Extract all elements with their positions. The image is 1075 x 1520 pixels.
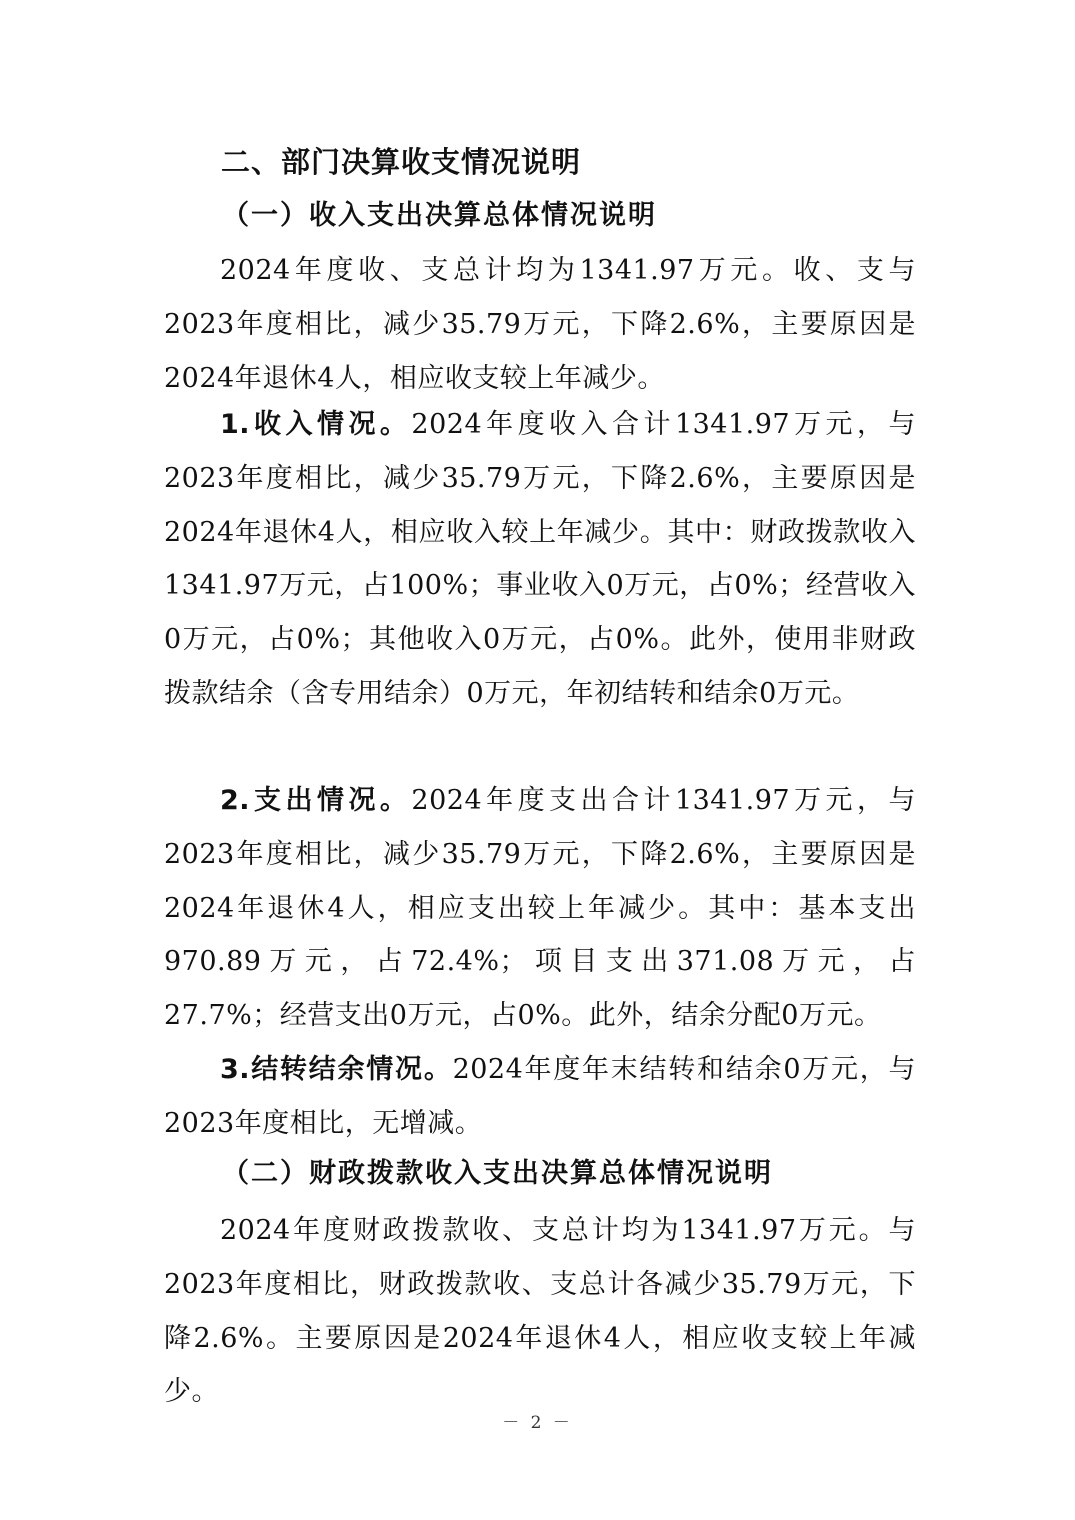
expense-text: 2024年度支出合计1341.97万元，与2023年度相比，减少35.79万元，下降2.6%，主要原因是2024年退休4人，相应支出较上年减少。其中：基本支出970.89万元，占72.4%；项目支出371.08万元，占27.7%；经营支出0万元，占0%。此外，结余分配0万元。 xyxy=(164,785,916,1032)
carryover-text: 2024年度年末结转和结余0万元，与2023年度相比，无增减。 xyxy=(164,1054,917,1139)
section-2-heading: （二）财政拨款收入支出决算总体情况说明 xyxy=(222,1158,773,1189)
carryover-lead: 3.结转结余情况。 xyxy=(220,1054,453,1085)
main-heading: 二、部门决算收支情况说明 xyxy=(221,145,582,179)
section-1-intro-paragraph: 2024年度收、支总计均为1341.97万元。收、支与2023年度相比，减少35.79万元，下降2.6%，主要原因是2024年退休4人，相应收支较上年减少。 xyxy=(164,255,916,394)
carryover-paragraph xyxy=(164,1043,916,1151)
income-lead: 1.收入情况。 xyxy=(220,409,412,440)
expense-lead: 2.支出情况。 xyxy=(220,785,412,816)
expense-paragraph xyxy=(164,774,916,1043)
section-1-heading: （一）收入支出决算总体情况说明 xyxy=(222,200,657,231)
income-paragraph xyxy=(164,398,916,721)
income-text: 2024年度收入合计1341.97万元，与2023年度相比，减少35.79万元，下降2.6%，主要原因是2024年退休4人，相应收入较上年减少。其中：财政拨款收入1341.97万元，占100%；事业收入0万元，占0%；经营收入0万元，占0%；其他收入0万元，占0%。此外，使用非财政拨款结余（含专用结余）0万元，年初结转和结余0万元。 xyxy=(164,409,916,709)
page-number: － 2 － xyxy=(502,1413,573,1433)
section-2-intro-paragraph: 2024年度财政拨款收、支总计均为1341.97万元。与2023年度相比，财政拨款收、支总计各减少35.79万元，下降2.6%。主要原因是2024年退休4人，相应收支较上年减少。 xyxy=(164,1215,916,1408)
